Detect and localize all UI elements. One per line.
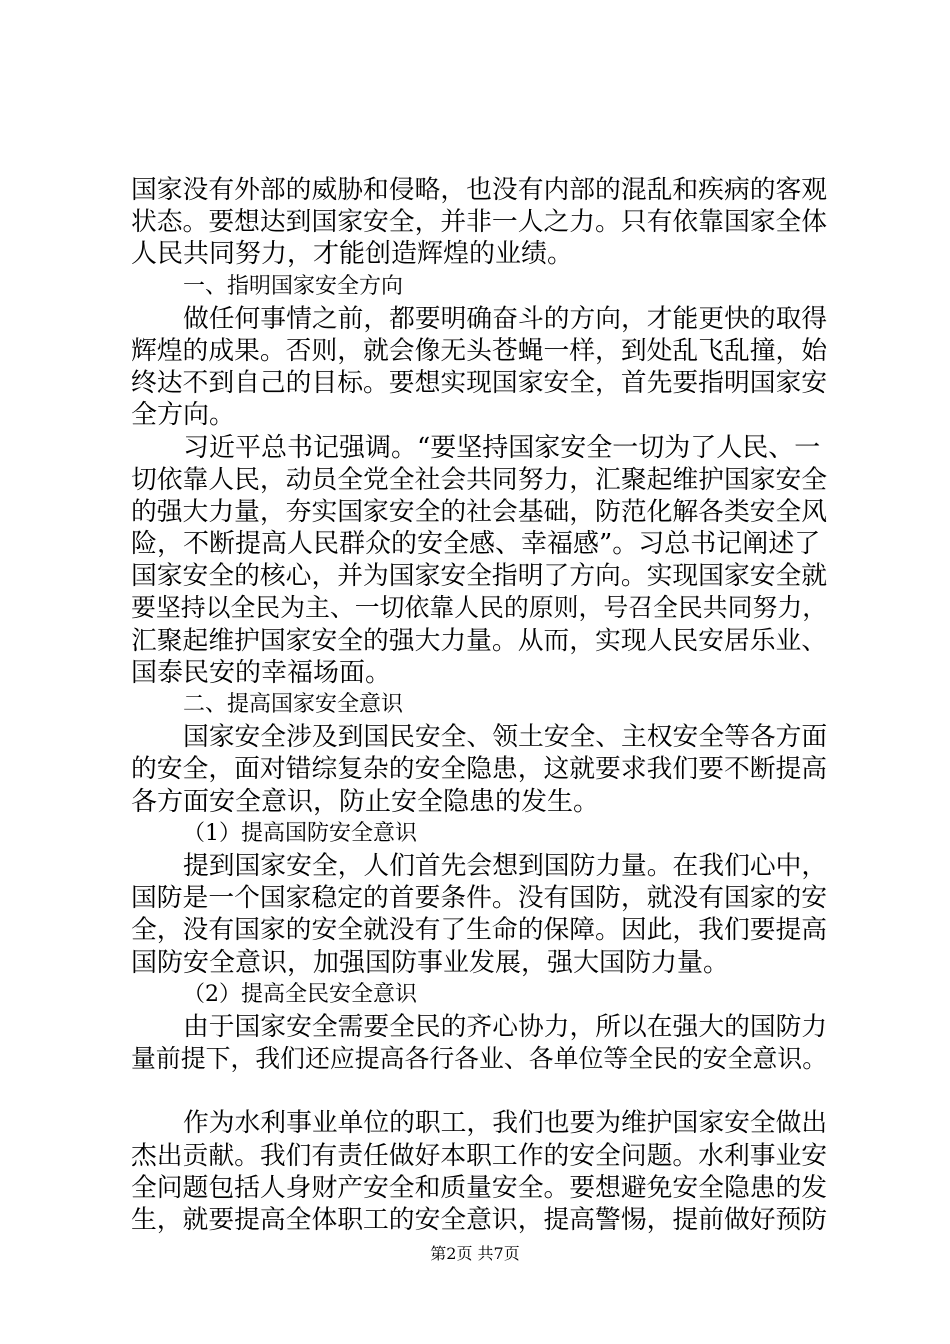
body-line: 要坚持以全民为主、一切依靠人民的原则，号召全民共同努力， xyxy=(131,593,828,623)
paragraph-first-line: 提到国家安全，人们首先会想到国防力量。在我们心中， xyxy=(183,850,828,881)
page-number-footer: 第2页 共7页 xyxy=(430,1244,520,1263)
document-body xyxy=(131,174,831,1236)
body-line: 终达不到自己的目标。要想实现国家安全，首先要指明国家安 xyxy=(131,368,828,399)
body-line: 国防安全意识，加强国防事业发展，强大国防力量。 xyxy=(131,947,730,978)
body-line: 国家安全的核心，并为国家安全指明了方向。实现国家安全就 xyxy=(131,561,828,592)
section-heading-2: 二、提高国家安全意识 xyxy=(183,692,404,717)
body-line: 量前提下，我们还应提高各行各业、各单位等全民的安全意识。 xyxy=(131,1044,828,1074)
subsection-heading-2: （2）提高全民安全意识 xyxy=(183,981,417,1007)
body-line: 全，没有国家的安全就没有了生命的保障。因此，我们要提高 xyxy=(131,915,828,946)
body-line: 汇聚起维护国家安全的强大力量。从而，实现人民安居乐业、 xyxy=(131,625,828,656)
body-line: 生，就要提高全体职工的安全意识，提高警惕，提前做好预防 xyxy=(131,1205,828,1235)
body-line: 各方面安全意识，防止安全隐患的发生。 xyxy=(131,786,600,817)
body-line: 国防是一个国家稳定的首要条件。没有国防，就没有国家的安 xyxy=(131,883,828,914)
subsection-heading-1: （1）提高国防安全意识 xyxy=(183,820,417,846)
blank-line xyxy=(131,1075,831,1107)
body-line: 人民共同努力，才能创造辉煌的业绩。 xyxy=(131,239,574,270)
body-line: 国泰民安的幸福场面。 xyxy=(131,657,392,688)
body-line: 切依靠人民，动员全党全社会共同努力，汇聚起维护国家安全 xyxy=(131,464,828,495)
body-line: 状态。要想达到国家安全，并非一人之力。只有依靠国家全体 xyxy=(131,207,828,238)
section-heading-1: 一、指明国家安全方向 xyxy=(183,273,404,299)
paragraph-first-line: 做任何事情之前，都要明确奋斗的方向，才能更快的取得 xyxy=(183,303,828,334)
body-line: 全方向。 xyxy=(131,400,236,431)
body-line: 杰出贡献。我们有责任做好本职工作的安全问题。水利事业安 xyxy=(131,1140,828,1171)
paragraph-first-line: 国家安全涉及到国民安全、领土安全、主权安全等各方面 xyxy=(183,722,828,753)
body-line: 国家没有外部的威胁和侵略，也没有内部的混乱和疾病的客观 xyxy=(131,175,828,205)
paragraph-first-line: 作为水利事业单位的职工，我们也要为维护国家安全做出 xyxy=(183,1108,828,1139)
body-line: 的安全，面对错综复杂的安全隐患，这就要求我们要不断提高 xyxy=(131,754,828,785)
body-line: 的强大力量，夯实国家安全的社会基础，防范化解各类安全风 xyxy=(131,496,828,527)
paragraph-first-line: 由于国家安全需要全民的齐心协力，所以在强大的国防力 xyxy=(183,1011,828,1042)
body-line: 全问题包括人身财产安全和质量安全。要想避免安全隐患的发 xyxy=(131,1172,828,1203)
body-line: 险，不断提高人民群众的安全感、幸福感”。习总书记阐述了 xyxy=(131,529,821,560)
body-line: 辉煌的成果。否则，就会像无头苍蝇一样，到处乱飞乱撞，始 xyxy=(131,335,828,366)
paragraph-first-line: 习近平总书记强调。“要坚持国家安全一切为了人民、一 xyxy=(183,432,821,463)
